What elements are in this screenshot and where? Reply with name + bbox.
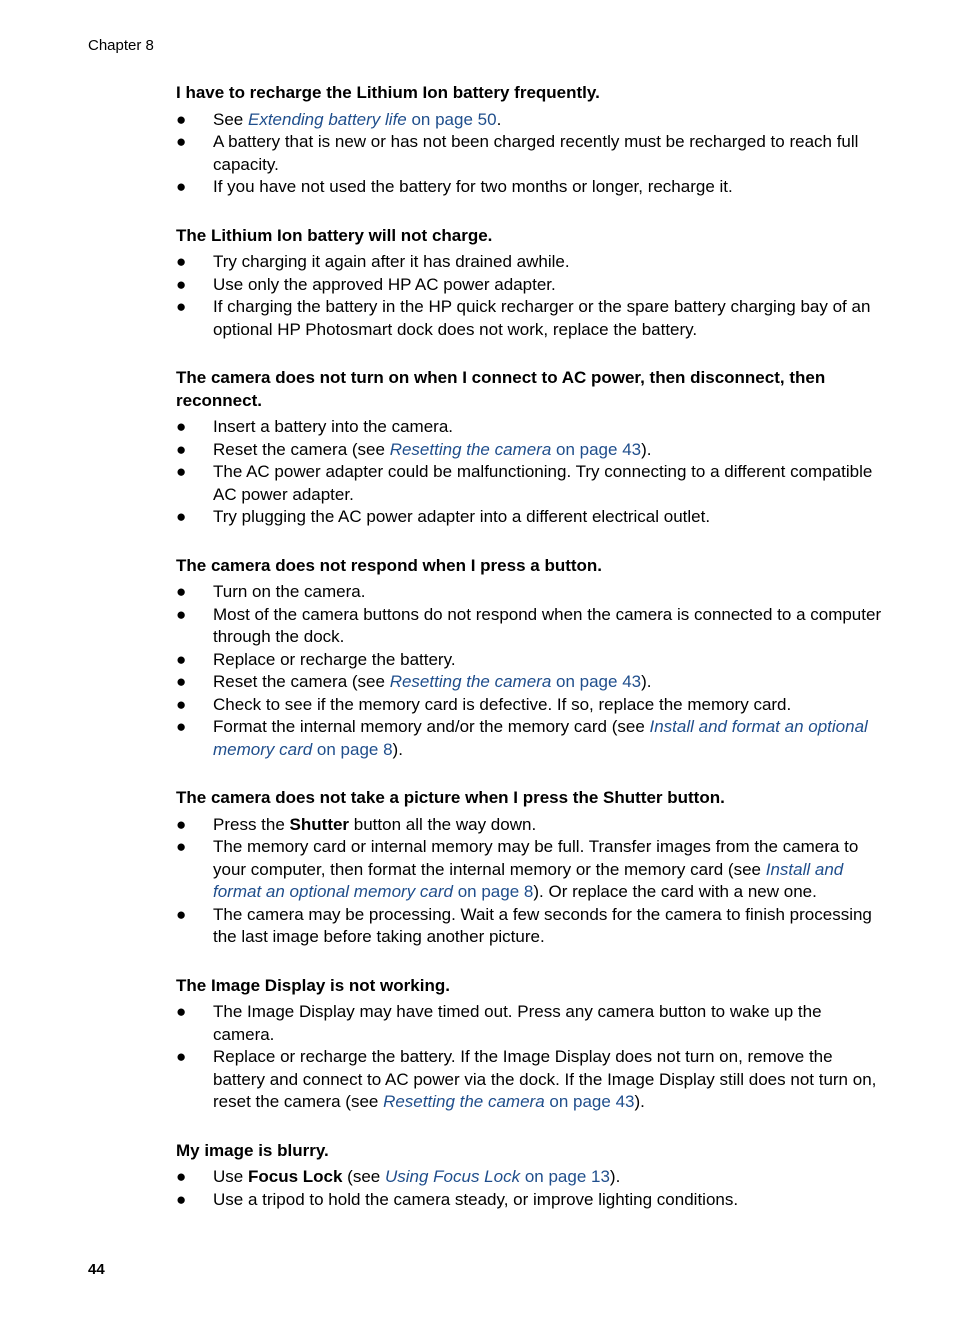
item-text: ).: [634, 1092, 645, 1111]
item-text: Replace or recharge the battery. If the Image Display does not turn on, remove the battery and connect to AC power via the dock. If the Image Display still does not turn on, reset the camera (see: [213, 1047, 877, 1111]
item-text: A battery that is new or has not been charged recently must be recharged to reach full capacity.: [213, 132, 859, 174]
link-title: Resetting the camera: [389, 439, 552, 459]
link-page: on page 13: [520, 1167, 610, 1186]
section-heading: The camera does not take a picture when I press the Shutter button.: [176, 788, 725, 807]
bullet-item: [176, 109, 882, 132]
bullet-item: [176, 836, 882, 904]
item-text: If charging the battery in the HP quick recharger or the spare battery charging bay of an optional HP Photosmart dock does not work, replace the battery.: [213, 297, 871, 339]
cross-reference-link[interactable]: [390, 672, 641, 691]
page-number: 44: [88, 1261, 105, 1278]
link-title: Using Focus Lock: [384, 1167, 521, 1186]
cross-reference-link[interactable]: [385, 1167, 610, 1186]
item-text: Format the internal memory and/or the memory card (see: [213, 717, 650, 736]
item-text: Use a tripod to hold the camera steady, or improve lighting conditions.: [213, 1189, 739, 1209]
bullet-list: [176, 251, 882, 341]
item-text: Use: [213, 1167, 248, 1186]
bullet-item: [176, 814, 882, 837]
bullet-item: [176, 904, 882, 949]
faq-section: [176, 1140, 882, 1212]
item-text: Most of the camera buttons do not respond when the camera is connected to a computer through the dock.: [213, 604, 882, 646]
link-page: on page 43: [544, 1092, 635, 1111]
faq-section: [176, 975, 882, 1114]
item-text: Try plugging the AC power adapter into a different electrical outlet.: [213, 507, 711, 526]
bullet-icon: ●: [176, 582, 187, 601]
faq-section: [176, 555, 882, 762]
chapter-header: Chapter 8: [88, 37, 154, 54]
bullet-item: [176, 604, 882, 649]
bullet-icon: ●: [176, 814, 187, 834]
bullet-item: [176, 251, 882, 274]
link-page: on page 8: [453, 882, 534, 901]
bullet-item: [176, 506, 882, 529]
link-title: Resetting the camera: [389, 672, 552, 691]
section-heading: The camera does not turn on when I connect to AC power, then disconnect, then reconnect.: [176, 368, 826, 410]
item-text: Reset the camera (see: [213, 672, 390, 691]
bullet-item: [176, 416, 882, 439]
item-text: The AC power adapter could be malfunctioning. Try connecting to a different compatible AC power adapter.: [213, 462, 873, 504]
item-text: (see: [342, 1167, 385, 1186]
bullet-item: [176, 1046, 882, 1114]
item-text: Reset the camera (see: [213, 439, 390, 459]
item-text: Use only the approved HP AC power adapter.: [213, 274, 556, 294]
section-heading: The camera does not respond when I press a button.: [176, 555, 603, 575]
cross-reference-link[interactable]: [248, 110, 497, 129]
item-text: The Image Display may have timed out. Press any camera button to wake up the camera.: [213, 1002, 822, 1044]
link-page: on page 43: [551, 439, 642, 459]
item-text: The memory card or internal memory may be full. Transfer images from the camera to your computer, then format the internal memory or the memory card (see: [213, 837, 859, 879]
faq-section: [176, 367, 882, 529]
link-title: Extending battery life: [247, 109, 407, 129]
link-title: Install and format an optional memory card: [213, 859, 844, 901]
bullet-item: [176, 671, 882, 694]
bullet-item: [176, 176, 882, 199]
bullet-icon: ●: [176, 717, 187, 736]
cross-reference-link[interactable]: [383, 1092, 634, 1111]
section-heading: The Lithium Ion battery will not charge.: [176, 225, 493, 245]
bullet-item: [176, 439, 882, 462]
bullet-icon: ●: [176, 1167, 187, 1186]
bullet-icon: ●: [176, 252, 187, 271]
item-text: ).: [641, 439, 652, 459]
item-text: ).: [641, 672, 652, 691]
troubleshooting-content: [176, 82, 882, 1237]
link-title: Install and format an optional memory card: [213, 717, 868, 759]
item-text: ). Or replace the card with a new one.: [533, 882, 817, 901]
link-page: on page 43: [551, 672, 642, 691]
bullet-item: [176, 649, 882, 672]
bullet-icon: ●: [176, 109, 187, 129]
link-page: on page 8: [312, 739, 393, 759]
bullet-item: [176, 1166, 882, 1189]
bullet-item: [176, 1189, 882, 1212]
bullet-item: [176, 694, 882, 717]
item-text: Insert a battery into the camera.: [213, 417, 454, 436]
item-text: Press the: [213, 814, 290, 834]
item-text: Try charging it again after it has drained awhile.: [213, 252, 570, 271]
bullet-icon: ●: [176, 507, 187, 526]
faq-section: [176, 787, 882, 949]
bullet-list: [176, 109, 882, 199]
bold-term: Focus Lock: [247, 1167, 343, 1186]
bullet-icon: ●: [176, 177, 187, 196]
bullet-item: [176, 461, 882, 506]
bullet-item: [176, 1001, 882, 1046]
bullet-icon: ●: [176, 462, 187, 481]
item-text: See: [213, 109, 248, 129]
bullet-list: [176, 1166, 882, 1211]
bullet-item: [176, 581, 882, 604]
bullet-list: [176, 1001, 882, 1114]
faq-section: [176, 82, 882, 199]
bullet-icon: ●: [176, 604, 187, 624]
bullet-icon: ●: [176, 1189, 187, 1209]
item-text: button all the way down.: [349, 814, 537, 834]
bullet-icon: ●: [176, 297, 187, 316]
item-text: ).: [392, 739, 403, 759]
bullet-icon: ●: [176, 649, 187, 669]
bullet-item: [176, 274, 882, 297]
item-text: The camera may be processing. Wait a few seconds for the camera to finish processing the last image before taking another picture.: [213, 904, 872, 946]
bullet-item: [176, 716, 882, 761]
bullet-icon: ●: [176, 439, 187, 459]
bullet-icon: ●: [176, 1047, 187, 1066]
section-heading: I have to recharge the Lithium Ion battery frequently.: [176, 83, 600, 102]
bullet-list: [176, 581, 882, 761]
item-text: Check to see if the memory card is defective. If so, replace the memory card.: [213, 694, 792, 714]
item-text: If you have not used the battery for two months or longer, recharge it.: [213, 177, 733, 196]
bullet-icon: ●: [176, 837, 187, 856]
bullet-icon: ●: [176, 904, 187, 924]
item-text: Replace or recharge the battery.: [213, 649, 456, 669]
item-text: ).: [609, 1167, 621, 1186]
bullet-icon: ●: [176, 417, 187, 436]
section-heading: The Image Display is not working.: [176, 975, 450, 995]
bullet-item: [176, 296, 882, 341]
bullet-icon: ●: [176, 274, 187, 294]
item-text: .: [496, 109, 502, 129]
bullet-icon: ●: [176, 672, 187, 691]
bullet-item: [176, 131, 882, 176]
section-heading: My image is blurry.: [176, 1140, 329, 1160]
cross-reference-link[interactable]: [390, 440, 641, 459]
bullet-list: [176, 416, 882, 529]
link-page: on page 50: [406, 109, 497, 129]
bullet-icon: ●: [176, 132, 187, 151]
bullet-icon: ●: [176, 1002, 187, 1021]
faq-section: [176, 225, 882, 342]
item-text: Turn on the camera.: [213, 582, 366, 601]
bold-term: Shutter: [289, 814, 350, 834]
bullet-list: [176, 814, 882, 949]
link-title: Resetting the camera: [383, 1092, 545, 1111]
bullet-icon: ●: [176, 694, 187, 714]
